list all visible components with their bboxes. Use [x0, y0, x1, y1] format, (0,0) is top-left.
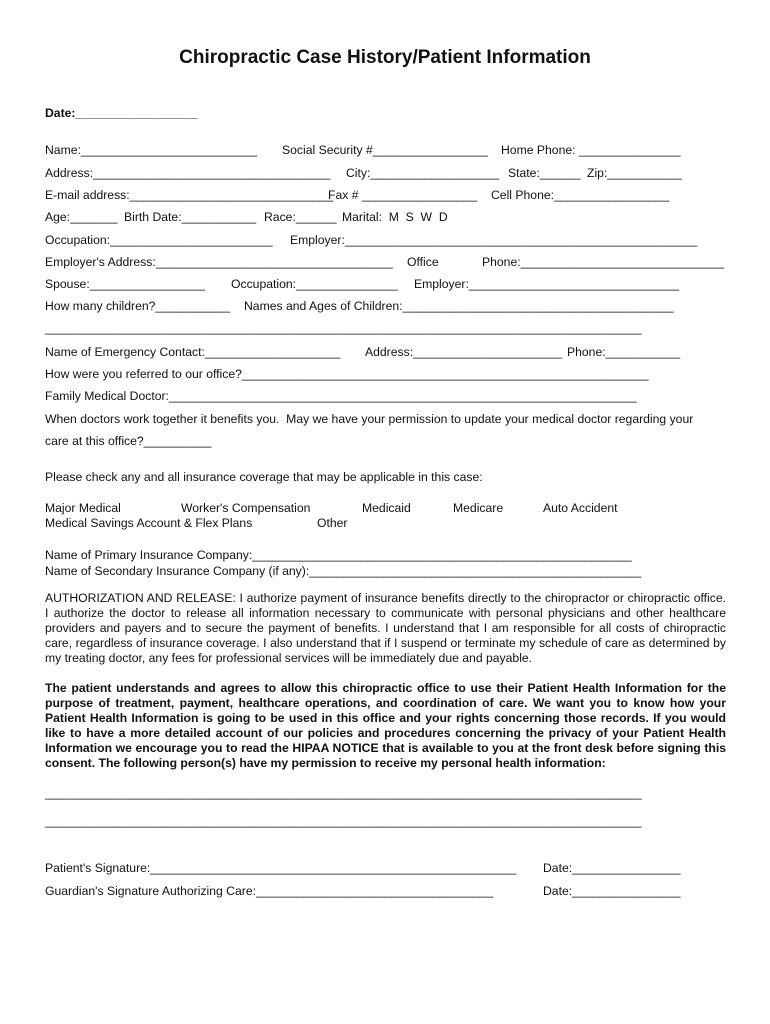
ssn-field[interactable]: Social Security #_________________ — [282, 143, 488, 157]
children-names-field[interactable]: Names and Ages of Children:________________________________________ — [244, 299, 674, 313]
insurance-option-workers-comp[interactable]: Worker's Compensation — [181, 501, 311, 515]
patient-signature-field[interactable]: Patient's Signature:______________________________________________________ — [45, 861, 517, 875]
home-phone-field[interactable]: Home Phone: _______________ — [501, 143, 681, 157]
spouse-employer-field[interactable]: Employer:_______________________________ — [414, 277, 679, 291]
insurance-option-major-medical[interactable]: Major Medical — [45, 501, 121, 515]
cell-phone-field[interactable]: Cell Phone:_________________ — [491, 188, 670, 202]
office-phone-field[interactable]: Phone:______________________________ — [482, 255, 724, 269]
referral-field[interactable]: How were you referred to our office?____________________________________________________________ — [45, 367, 649, 381]
zip-field[interactable]: Zip:___________ — [587, 166, 682, 180]
children-names-continued-field[interactable]: ________________________________________________________________________________________ — [45, 321, 642, 335]
authorized-person-field-2[interactable]: ________________________________________________________________________________________ — [45, 814, 642, 828]
children-count-field[interactable]: How many children?___________ — [45, 299, 230, 313]
authorization-paragraph: AUTHORIZATION AND RELEASE: I authorize payment of insurance benefits directly to the chiropractor or chiropractic office. I authorize the doctor to release all information necessary to communicate with personal physicians and other healthcare providers and payers and to secure the payment of benefits. I understand that I am responsible for all costs of chiropractic care, regardless of insurance coverage. I also understand that if I suspend or terminate my schedule of care as determined by my treating doctor, any fees for professional services will be immediately due and payable. — [45, 591, 726, 665]
address-field[interactable]: Address:___________________________________ — [45, 166, 331, 180]
guardian-signature-field[interactable]: Guardian's Signature Authorizing Care:___________________________________ — [45, 884, 494, 898]
race-field[interactable]: Race:______ — [264, 210, 337, 224]
insurance-option-auto-accident[interactable]: Auto Accident — [543, 501, 618, 515]
city-field[interactable]: City:___________________ — [346, 166, 500, 180]
birth-date-field[interactable]: Birth Date:___________ — [124, 210, 257, 224]
permission-question: When doctors work together it benefits you. May we have your permission to update your medical doctor regarding your — [45, 412, 694, 426]
insurance-prompt: Please check any and all insurance coverage that may be applicable in this case: — [45, 470, 483, 484]
patient-date-field[interactable]: Date:________________ — [543, 861, 681, 875]
secondary-insurance-field[interactable]: Name of Secondary Insurance Company (if any):_________________________________________________ — [45, 564, 642, 578]
insurance-option-other[interactable]: Other — [317, 516, 348, 530]
occupation-field[interactable]: Occupation:________________________ — [45, 233, 273, 247]
emergency-address-field[interactable]: Address:______________________ — [365, 345, 563, 359]
age-field[interactable]: Age:_______ — [45, 210, 118, 224]
date-field[interactable]: Date:__________________ — [45, 106, 198, 120]
guardian-date-field[interactable]: Date:________________ — [543, 884, 681, 898]
emergency-contact-field[interactable]: Name of Emergency Contact:____________________ — [45, 345, 341, 359]
insurance-option-medicare[interactable]: Medicare — [453, 501, 504, 515]
primary-insurance-field[interactable]: Name of Primary Insurance Company:________________________________________________________ — [45, 548, 632, 562]
page-title: Chiropractic Case History/Patient Information — [179, 47, 591, 68]
family-doctor-field[interactable]: Family Medical Doctor:_____________________________________________________________________ — [45, 389, 637, 403]
state-field[interactable]: State:______ — [508, 166, 581, 180]
email-field[interactable]: E-mail address:______________________________ — [45, 188, 334, 202]
office-label: Office — [407, 255, 439, 269]
permission-answer-field[interactable]: care at this office?__________ — [45, 434, 212, 448]
emergency-phone-field[interactable]: Phone:___________ — [567, 345, 681, 359]
insurance-option-medicaid[interactable]: Medicaid — [362, 501, 411, 515]
authorized-person-field-1[interactable]: ________________________________________________________________________________________ — [45, 786, 642, 800]
marital-field[interactable]: Marital: M S W D — [342, 210, 448, 224]
insurance-option-msa-flex[interactable]: Medical Savings Account & Flex Plans — [45, 516, 253, 530]
spouse-occupation-field[interactable]: Occupation:_______________ — [231, 277, 398, 291]
name-field[interactable]: Name:__________________________ — [45, 143, 258, 157]
spouse-field[interactable]: Spouse:_________________ — [45, 277, 205, 291]
employer-field[interactable]: Employer:____________________________________________________ — [290, 233, 698, 247]
fax-field[interactable]: Fax # _________________ — [328, 188, 478, 202]
hipaa-paragraph: The patient understands and agrees to allow this chiropractic office to use their Patient Health Information for the purpose of treatment, payment, healthcare operations, and coordination of care. We want you to know how your Patient Health Information is going to be used in this office and your rights concerning those records. If you would like to have a more detailed account of our policies and procedures concerning the privacy of your Patient Health Information we encourage you to read the HIPAA NOTICE that is available to you at the front desk before signing this consent. The following person(s) have my permission to receive my personal health information: — [45, 681, 726, 770]
employer-address-field[interactable]: Employer's Address:___________________________________ — [45, 255, 393, 269]
